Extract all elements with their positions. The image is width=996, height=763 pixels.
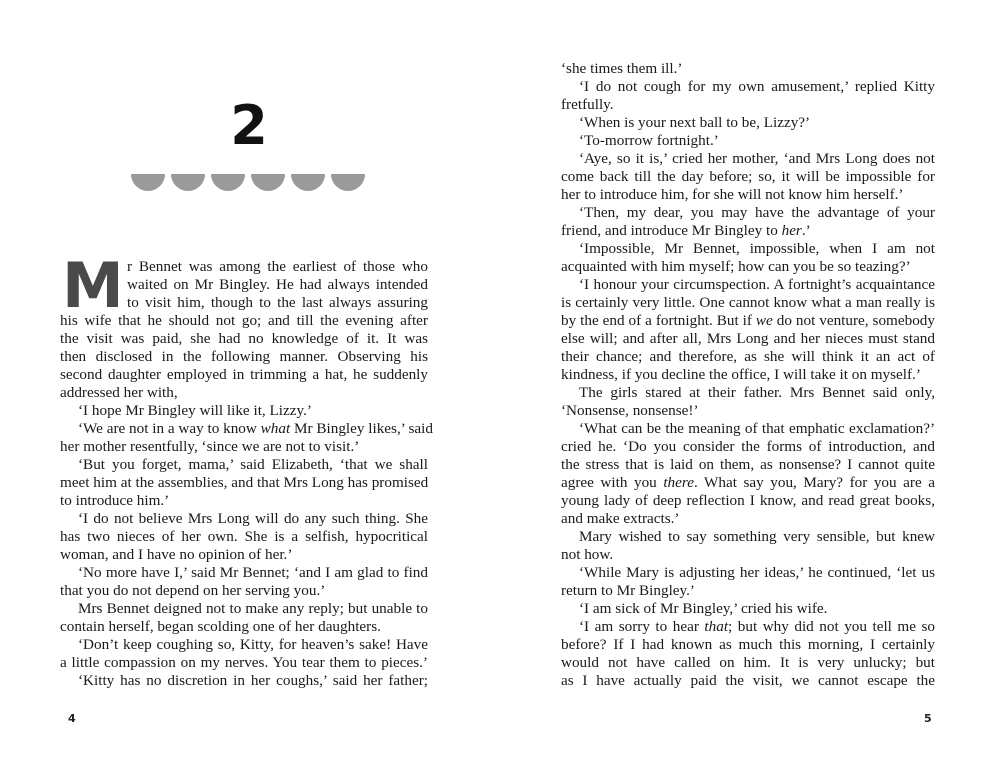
text-line: ‘Kitty has no discretion in her coughs,’ said her father; bbox=[78, 672, 428, 689]
right-page bbox=[498, 0, 996, 763]
text-line: acquainted with him myself; how can you be so teazing?’ bbox=[561, 258, 911, 275]
text-line: her mother resentfully, ‘since we are not to visit.’ bbox=[60, 438, 360, 455]
scallop-icon bbox=[171, 174, 205, 191]
text-line: ‘Aye, so it is,’ cried her mother, ‘and Mrs Long does not bbox=[579, 150, 935, 167]
text-line: ‘Nonsense, nonsense!’ bbox=[561, 402, 699, 419]
text-line: their chance; and therefore, as she will think it an act of bbox=[561, 348, 935, 365]
text-line: return to Mr Bingley.’ bbox=[561, 582, 695, 599]
text-line: a little compassion on my nerves. You tear them to pieces.’ bbox=[60, 654, 428, 671]
text-line: Mrs Bennet deigned not to make any reply; but unable to bbox=[78, 600, 428, 617]
page-number: 4 bbox=[68, 712, 76, 725]
text-line: friend, and introduce Mr Bingley to her.’ bbox=[561, 222, 811, 239]
text-line: and make extracts.’ bbox=[561, 510, 680, 527]
text-line: addressed her with, bbox=[60, 384, 178, 401]
scallop-icon bbox=[291, 174, 325, 191]
text-line: as I have actually paid the visit, we cannot escape the bbox=[561, 672, 935, 689]
text-line: the visit was paid, she had no knowledge of it. It was bbox=[60, 330, 428, 347]
text-line: the stress that is laid on them, as nonsense? I cannot quite bbox=[561, 456, 935, 473]
text-line: r Bennet was among the earliest of those who bbox=[127, 258, 428, 275]
text-line: ‘No more have I,’ said Mr Bennet; ‘and I am glad to find bbox=[78, 564, 428, 581]
text-line: ‘Impossible, Mr Bennet, impossible, when I am not bbox=[579, 240, 935, 257]
scallop-icon bbox=[131, 174, 165, 191]
chapter-ornament bbox=[131, 174, 365, 191]
text-line: has two nieces of her own. She is a selfish, hypocritical bbox=[60, 528, 428, 545]
text-line: ‘I am sick of Mr Bingley,’ cried his wife. bbox=[579, 600, 828, 617]
text-line: ‘I am sorry to hear that; but why did not you tell me so bbox=[579, 618, 935, 635]
text-line: is certainly very little. One cannot know what a man really is bbox=[561, 294, 935, 311]
text-line: to introduce him.’ bbox=[60, 492, 170, 509]
left-body-text bbox=[60, 249, 433, 690]
text-line: kindness, if you decline the office, I will take it on myself.’ bbox=[561, 366, 921, 383]
text-line: ‘she times them ill.’ bbox=[561, 60, 683, 77]
text-line: agree with you there. What say you, Mary? for you are a bbox=[561, 474, 935, 491]
text-line: ‘Don’t keep coughing so, Kitty, for heaven’s sake! Have bbox=[78, 636, 428, 653]
text-line: waited on Mr Bingley. He had always intended bbox=[127, 276, 428, 293]
text-line: his wife that he should not go; and till the evening after bbox=[60, 312, 428, 329]
text-line: second daughter employed in trimming a hat, he suddenly bbox=[60, 366, 428, 383]
text-line: ‘When is your next ball to be, Lizzy?’ bbox=[579, 114, 811, 131]
scallop-icon bbox=[331, 174, 365, 191]
text-line: cried he. ‘Do you consider the forms of introduction, and bbox=[561, 438, 935, 455]
text-line: ‘I do not cough for my own amusement,’ replied Kitty bbox=[579, 78, 935, 95]
text-line: ‘What can be the meaning of that emphatic exclamation?’ bbox=[579, 420, 935, 437]
page-number: 5 bbox=[924, 712, 932, 725]
text-line: Mary wished to say something very sensible, but knew bbox=[579, 528, 935, 545]
text-line: meet him at the assemblies, and that Mrs Long has promised bbox=[60, 474, 429, 491]
text-line: ‘I do not believe Mrs Long will do any such thing. She bbox=[78, 510, 428, 527]
text-line: would not have called on him. It is very unlucky; but bbox=[561, 654, 935, 671]
text-line: that you do not depend on her serving you.’ bbox=[60, 582, 326, 599]
text-line: ‘But you forget, mama,’ said Elizabeth, ‘that we shall bbox=[78, 456, 428, 473]
scallop-icon bbox=[251, 174, 285, 191]
scallop-icon bbox=[211, 174, 245, 191]
text-line: ‘I hope Mr Bingley will like it, Lizzy.’ bbox=[78, 402, 312, 419]
text-line: ‘While Mary is adjusting her ideas,’ he continued, ‘let us bbox=[579, 564, 935, 581]
text-line: before? If I had known as much this morning, I certainly bbox=[561, 636, 935, 653]
text-line: young lady of deep reflection I know, and read great books, bbox=[561, 492, 935, 509]
text-line: then disclosed in the following manner. Observing his bbox=[60, 348, 428, 365]
text-line: not how. bbox=[561, 546, 614, 563]
text-line: her to introduce him, for she will not know him herself.’ bbox=[561, 186, 904, 203]
text-line: woman, and I have no opinion of her.’ bbox=[60, 546, 293, 563]
text-line: fretfully. bbox=[561, 96, 614, 113]
text-line: ‘Then, my dear, you may have the advantage of your bbox=[579, 204, 935, 221]
text-line: come back till the day before; so, it will be impossible for bbox=[561, 168, 935, 185]
chapter-number: 2 bbox=[230, 94, 268, 157]
text-line: by the end of a fortnight. But if we do not venture, somebody bbox=[561, 312, 935, 329]
right-body-text bbox=[561, 60, 935, 690]
text-line: ‘To-morrow fortnight.’ bbox=[579, 132, 719, 149]
text-line: else will; and after all, Mrs Long and her nieces must stand bbox=[561, 330, 935, 347]
text-line: to visit him, though to the last always assuring bbox=[127, 294, 428, 311]
text-line: The girls stared at their father. Mrs Bennet said only, bbox=[579, 384, 935, 401]
text-line: ‘I honour your circumspection. A fortnight’s acquaintance bbox=[579, 276, 935, 293]
drop-cap: M bbox=[62, 249, 124, 322]
text-line: contain herself, began scolding one of her daughters. bbox=[60, 618, 381, 635]
text-line: ‘We are not in a way to know what Mr Bingley likes,’ said bbox=[78, 420, 433, 437]
